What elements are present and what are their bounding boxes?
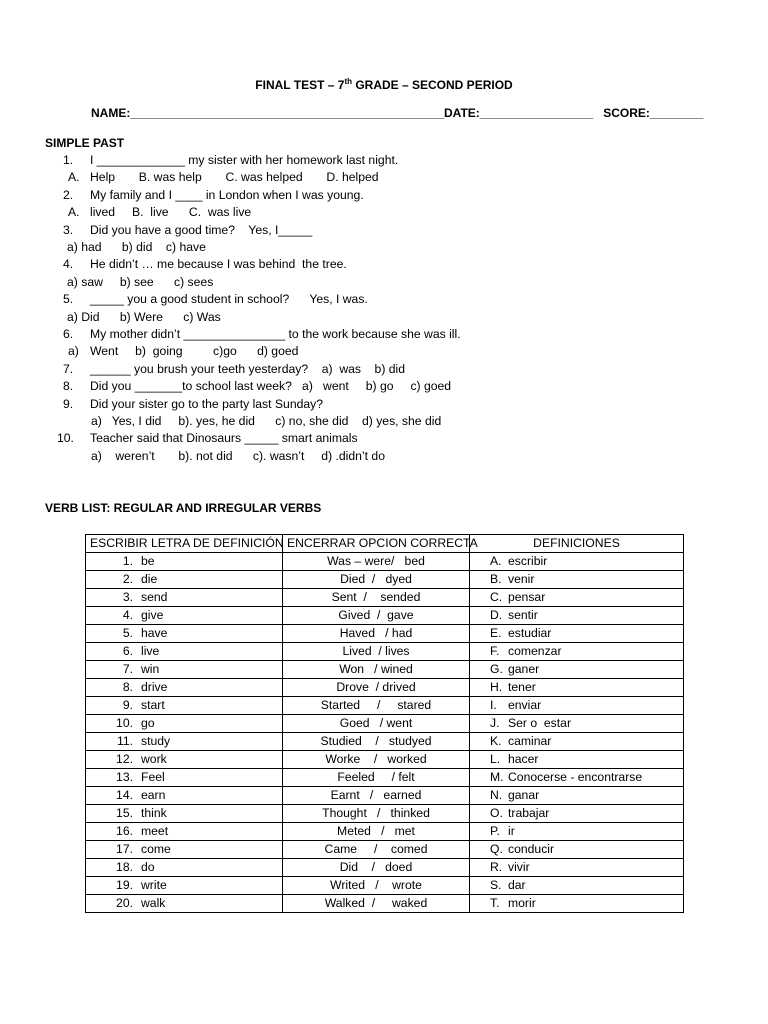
verb-word: Feel xyxy=(141,770,165,784)
definition-cell xyxy=(470,661,684,679)
definition-letter: E. xyxy=(490,626,502,640)
verb-cell[interactable] xyxy=(86,805,283,823)
verb-options[interactable]: Sent / sended xyxy=(283,589,470,607)
definition-text: Ser o estar xyxy=(508,716,571,730)
definition-cell xyxy=(470,895,684,913)
column-header-definitions: DEFINICIONES xyxy=(470,535,684,553)
verb-word: be xyxy=(141,554,155,568)
verb-options[interactable]: Gived / gave xyxy=(283,607,470,625)
definition-cell xyxy=(470,769,684,787)
verb-options[interactable]: Started / stared xyxy=(283,697,470,715)
definition-letter: L. xyxy=(490,752,501,766)
definition-letter: D. xyxy=(490,608,503,622)
verb-row xyxy=(86,895,684,913)
definition-text: dar xyxy=(508,878,526,892)
question-label: A. xyxy=(68,170,80,185)
verb-row xyxy=(86,643,684,661)
question-text: a) saw b) see c) sees xyxy=(67,274,214,289)
verb-number: 4. xyxy=(122,608,133,622)
definition-text: venir xyxy=(508,572,535,586)
verb-row xyxy=(86,589,684,607)
definition-letter: F. xyxy=(490,644,500,658)
definition-cell xyxy=(470,607,684,625)
definition-cell xyxy=(470,625,684,643)
verb-number: 7. xyxy=(122,662,133,676)
question-label: 5. xyxy=(63,292,74,307)
verb-cell[interactable] xyxy=(86,769,283,787)
definition-cell xyxy=(470,733,684,751)
verb-row xyxy=(86,751,684,769)
definition-text: vivir xyxy=(508,860,530,874)
question-label: 1. xyxy=(63,153,74,167)
definition-text: conducir xyxy=(508,842,555,856)
verb-word: go xyxy=(141,716,155,730)
verb-number: 5. xyxy=(122,626,133,640)
question-label: 4. xyxy=(63,257,74,272)
verb-number: 8. xyxy=(122,680,133,694)
verb-number: 20. xyxy=(116,896,133,910)
definition-text: sentir xyxy=(508,608,538,622)
title-suffix: GRADE – SECOND PERIOD xyxy=(352,78,513,92)
question-text: Did you _______to school last week? a) went b) go c) goed xyxy=(90,379,452,394)
page-title xyxy=(0,77,768,94)
definition-letter: G. xyxy=(490,662,503,676)
definition-cell xyxy=(470,841,684,859)
verb-cell[interactable] xyxy=(86,823,283,841)
verb-row xyxy=(86,553,684,571)
question-text: Help B. was help C. was helped D. helped xyxy=(90,170,379,185)
definition-letter: S. xyxy=(490,878,502,892)
verb-options[interactable]: Meted / met xyxy=(283,823,470,841)
verb-row xyxy=(86,625,684,643)
verb-number: 1. xyxy=(122,554,133,568)
verb-row xyxy=(86,805,684,823)
verb-cell[interactable] xyxy=(86,553,283,571)
verb-word: walk xyxy=(141,896,166,910)
question-text: I _____________ my sister with her homework last night. xyxy=(90,153,399,167)
verb-options[interactable]: Walked / waked xyxy=(283,895,470,913)
definition-cell xyxy=(470,697,684,715)
verb-word: die xyxy=(141,572,158,586)
verb-cell[interactable] xyxy=(86,679,283,697)
verb-number: 12. xyxy=(116,752,133,766)
question-text: Did your sister go to the party last Sunday? xyxy=(90,396,324,411)
verb-cell[interactable] xyxy=(86,625,283,643)
verb-number: 17. xyxy=(116,842,133,856)
verb-row xyxy=(86,877,684,895)
question-label: 2. xyxy=(63,187,74,202)
verb-row xyxy=(86,697,684,715)
verb-word: study xyxy=(141,734,171,748)
verb-word: write xyxy=(141,878,167,892)
question-text: Teacher said that Dinosaurs _____ smart animals xyxy=(90,431,358,446)
definition-cell xyxy=(470,553,684,571)
definition-cell xyxy=(470,751,684,769)
verb-number: 9. xyxy=(122,698,133,712)
verb-row xyxy=(86,607,684,625)
verb-options[interactable]: Feeled / felt xyxy=(283,769,470,787)
verb-table xyxy=(85,534,684,913)
definition-text: comenzar xyxy=(508,644,562,658)
definition-letter: B. xyxy=(490,572,502,586)
verb-options[interactable]: Drove / drived xyxy=(283,679,470,697)
verb-row xyxy=(86,661,684,679)
verb-options[interactable]: Did / doed xyxy=(283,859,470,877)
definition-text: pensar xyxy=(508,590,546,604)
definition-cell xyxy=(470,715,684,733)
verb-cell[interactable] xyxy=(86,571,283,589)
verb-word: give xyxy=(141,608,164,622)
definition-letter: R. xyxy=(490,860,503,874)
verb-cell[interactable] xyxy=(86,715,283,733)
verb-cell[interactable] xyxy=(86,751,283,769)
verb-word: think xyxy=(141,806,167,820)
definition-cell xyxy=(470,823,684,841)
verb-options[interactable]: Thought / thinked xyxy=(283,805,470,823)
verb-row xyxy=(86,841,684,859)
column-header-write-letter: ESCRIBIR LETRA DE DEFINICIÓN xyxy=(86,535,283,553)
verb-word: have xyxy=(141,626,168,640)
verb-row xyxy=(86,823,684,841)
question-text: Went b) going c)go d) goed xyxy=(90,344,299,359)
verb-word: start xyxy=(141,698,165,712)
question-text: a) Did b) Were c) Was xyxy=(67,309,221,324)
verb-number: 16. xyxy=(116,824,133,838)
verb-word: do xyxy=(141,860,155,874)
section-heading-verb-list: VERB LIST: REGULAR AND IRREGULAR VERBS xyxy=(45,501,322,515)
verb-word: come xyxy=(141,842,171,856)
verb-row xyxy=(86,571,684,589)
verb-options[interactable]: Died / dyed xyxy=(283,571,470,589)
verb-options[interactable]: Won / wined xyxy=(283,661,470,679)
column-header-circle-option: ENCERRAR OPCION CORRECTA xyxy=(283,535,470,553)
definition-letter: C. xyxy=(490,590,503,604)
verb-options[interactable]: Haved / had xyxy=(283,625,470,643)
question-text: a) weren’t b). not did c). wasn’t d) .didn’t do xyxy=(91,448,385,463)
question-text: Did you have a good time? Yes, I_____ xyxy=(90,222,313,237)
question-text: ______ you brush your teeth yesterday? a) was b) did xyxy=(90,361,406,376)
question-label: A. xyxy=(68,205,80,220)
verb-options[interactable]: Worke / worked xyxy=(283,751,470,769)
verb-row xyxy=(86,715,684,733)
question-text: lived B. live C. was live xyxy=(90,205,252,220)
verb-number: 10. xyxy=(116,716,133,730)
definition-cell xyxy=(470,787,684,805)
question-text: _____ you a good student in school? Yes, I was. xyxy=(90,292,368,307)
definition-text: ganer xyxy=(508,662,540,676)
definition-letter: J. xyxy=(490,716,500,730)
verb-number: 6. xyxy=(122,644,133,658)
question-label: 3. xyxy=(63,222,74,237)
verb-cell[interactable] xyxy=(86,895,283,913)
question-label: 9. xyxy=(63,396,74,411)
definition-text: enviar xyxy=(508,698,542,712)
verb-word: meet xyxy=(141,824,169,838)
definition-text: tener xyxy=(508,680,536,694)
definition-letter: I. xyxy=(490,698,497,712)
verb-table-header-row xyxy=(86,535,684,553)
question-text: He didn’t … me because I was behind the tree. xyxy=(90,257,347,272)
definition-text: ganar xyxy=(508,788,540,802)
verb-cell[interactable] xyxy=(86,733,283,751)
verb-word: send xyxy=(141,590,168,604)
verb-word: win xyxy=(141,662,160,676)
verb-options[interactable]: Came / comed xyxy=(283,841,470,859)
definition-text: escribir xyxy=(508,554,548,568)
name-date-score-row[interactable]: NAME:_______________________________________________DATE:_________________ SCORE:________ xyxy=(91,106,704,120)
verb-options[interactable]: Goed / went xyxy=(283,715,470,733)
definition-letter: O. xyxy=(490,806,503,820)
verb-cell[interactable] xyxy=(86,877,283,895)
verb-row xyxy=(86,733,684,751)
question-label: 7. xyxy=(63,361,74,376)
definition-cell xyxy=(470,877,684,895)
verb-cell[interactable] xyxy=(86,841,283,859)
definition-cell xyxy=(470,571,684,589)
definition-letter: M. xyxy=(490,770,504,784)
verb-row xyxy=(86,769,684,787)
definition-cell xyxy=(470,859,684,877)
question-label: a) xyxy=(68,344,79,359)
verb-number: 14. xyxy=(116,788,133,802)
verb-number: 2. xyxy=(122,572,133,586)
title-superscript: th xyxy=(344,77,352,86)
verb-row xyxy=(86,859,684,877)
definition-text: estudiar xyxy=(508,626,552,640)
verb-cell[interactable] xyxy=(86,643,283,661)
verb-options[interactable]: Was – were/ bed xyxy=(283,553,470,571)
definition-text: trabajar xyxy=(508,806,550,820)
verb-row xyxy=(86,787,684,805)
definition-text: caminar xyxy=(508,734,552,748)
verb-row xyxy=(86,679,684,697)
definition-text: hacer xyxy=(508,752,539,766)
verb-cell[interactable] xyxy=(86,661,283,679)
verb-word: live xyxy=(141,644,160,658)
definition-letter: T. xyxy=(490,896,500,910)
question-text: My family and I ____ in London when I was young. xyxy=(90,187,364,202)
definition-letter: K. xyxy=(490,734,502,748)
verb-number: 15. xyxy=(116,806,133,820)
question-text: My mother didn’t _______________ to the work because she was ill. xyxy=(90,327,461,341)
question-label: 6. xyxy=(63,327,74,341)
section-heading-simple-past: SIMPLE PAST xyxy=(45,136,125,150)
verb-number: 3. xyxy=(122,590,133,604)
definition-cell xyxy=(470,805,684,823)
verb-number: 18. xyxy=(116,860,133,874)
verb-cell[interactable] xyxy=(86,589,283,607)
verb-number: 13. xyxy=(116,770,133,784)
question-text: a) had b) did c) have xyxy=(67,240,206,254)
question-text: a) Yes, I did b). yes, he did c) no, she did d) yes, she did xyxy=(91,414,442,428)
definition-letter: P. xyxy=(490,824,500,838)
verb-cell[interactable] xyxy=(86,859,283,877)
verb-cell[interactable] xyxy=(86,787,283,805)
question-label: 10. xyxy=(57,431,74,446)
definition-text: morir xyxy=(508,896,536,910)
definition-cell xyxy=(470,643,684,661)
verb-options[interactable]: Writed / wrote xyxy=(283,877,470,895)
question-label: 8. xyxy=(63,379,74,394)
verb-word: work xyxy=(141,752,167,766)
verb-cell[interactable] xyxy=(86,697,283,715)
verb-word: drive xyxy=(141,680,168,694)
definition-letter: H. xyxy=(490,680,503,694)
definition-letter: Q. xyxy=(490,842,503,856)
verb-options[interactable]: Earnt / earned xyxy=(283,787,470,805)
verb-options[interactable]: Lived / lives xyxy=(283,643,470,661)
verb-cell[interactable] xyxy=(86,607,283,625)
definition-cell xyxy=(470,679,684,697)
definition-letter: A. xyxy=(490,554,502,568)
verb-number: 19. xyxy=(116,878,133,892)
verb-word: earn xyxy=(141,788,166,802)
definition-text: Conocerse - encontrarse xyxy=(508,770,643,784)
verb-number: 11. xyxy=(116,734,133,748)
verb-options[interactable]: Studied / studyed xyxy=(283,733,470,751)
definition-cell xyxy=(470,589,684,607)
definition-text: ir xyxy=(508,824,515,838)
title-prefix: FINAL TEST – 7 xyxy=(255,78,345,92)
definition-letter: N. xyxy=(490,788,503,802)
